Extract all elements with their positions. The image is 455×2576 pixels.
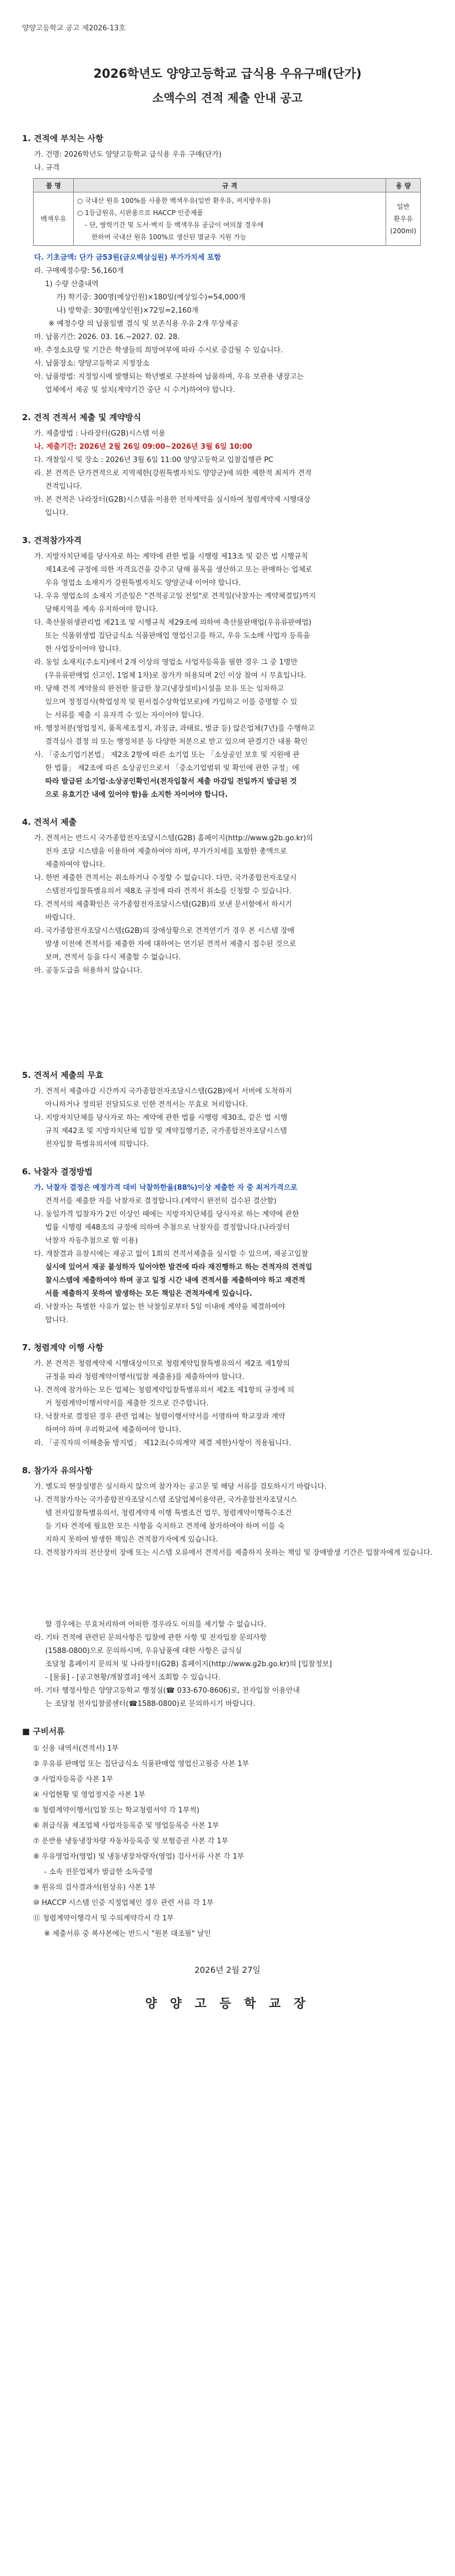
s8c-line: 할 경우에는 무효처리하여 어떠한 경우라도 이의를 제기할 수 없습니다. xyxy=(45,1620,267,1629)
s7-line: 하여야 하며 우리학교에 제출하여야 합니다. xyxy=(45,1426,181,1434)
s1-quantity-breakdown: 1) 수량 산출내역 xyxy=(45,280,99,288)
s3-line: 결격심사 결정 의 또는 행정처분 등 다양한 처분으로 받고 있으며 판결기간 내용 확인 xyxy=(45,738,308,746)
s4-line: 마. 공동도급을 허용하지 않습니다. xyxy=(34,967,143,975)
s7-line: 거 청렴계약이행서약서를 제출한 것으로 간주합니다. xyxy=(45,1399,209,1408)
page-2 xyxy=(22,1053,433,1560)
s2-period: 나. 제출기간: 2026년 2월 26일 09:00~2026년 3월 6일 10:00 xyxy=(34,443,252,451)
s8c-line: 는 조달청 전자입찰콜센터(☎1588-0800)로 문의하시기 바랍니다. xyxy=(45,1700,256,1708)
section-8-title: 8. 참가자 유의사항 xyxy=(22,1466,93,1475)
s8-line: 지하지 못하여 발생한 책임은 견적참가자에게 있습니다. xyxy=(45,1536,218,1544)
page-subtitle: 소액수의 견적 제출 안내 공고 xyxy=(152,92,303,105)
s6-line: 낙찰자 자동추첨으로 함 이용) xyxy=(45,1237,138,1245)
s4-line: 다. 견적서의 제출확인은 국가종합전자조달시스템(G2B)의 보낸 문서함에서 하시기 xyxy=(34,900,292,909)
s3-line: 마. 당해 견적 계약물의 완전한 물급한 창고(냉장설비)시설을 보유 또는 임차하고 xyxy=(34,685,284,693)
s8c-line: 마. 기타 행정사항은 양양고등학교 행정실(☎ 033-670-8606)로, 전자입찰 이용안내 xyxy=(34,1687,300,1695)
s4-line: 나. 한번 제출한 견적서는 취소하거나 수정할 수 없습니다. 다만, 국가종합전자조달시 xyxy=(34,874,297,882)
s4-line: 전자 조달 시스템을 이용하여 제출하여야 하며, 부가가치세를 포함한 총액으로 xyxy=(45,847,288,856)
s3-line: (우유류판매업 신고인, 1업체 1차)로 참가가 허용되며 2인 이상 참여 시 무효입니다. xyxy=(45,672,306,680)
spec-line: 한하여 국내산 원유 100%로 생산된 멸균우 지원 가능 xyxy=(91,233,247,241)
s1-note: ※ 예정수량 의 납품일별 결식 및 보존식용 우유 2개 무상제공 xyxy=(48,320,239,328)
s5-line: 규칙 제42조 및 지방자치단체 입찰 및 계약집행기준, 국가종합전자조달시스템 xyxy=(45,1127,287,1135)
s4-line: 가. 견적서는 반드시 국가종합전자조달시스템(G2B) 홈페이지(http://www.g2b.go.kr)의 xyxy=(34,834,313,842)
s3-line: 나. 우유 영업소의 소재지 기준일은 "견적공고일 전일"로 견적일(낙찰자는 계약체결일)까지 xyxy=(34,592,316,600)
volume-line: 일반 xyxy=(397,203,410,211)
s2-type: 라. 본 견적은 단가견적으로 지역제한(강원특별자치도 양양군)에 의한 제한적 최저가 견적 xyxy=(34,469,312,477)
s6-line: 찰시스템에 제출하여야 하며 공고 일정 시간 내에 견적서를 제출하여야 하고 재견적 xyxy=(45,1276,306,1285)
s1-estimate-note: 바. 추정소요량 및 기간은 학생들의 희망여부에 따라 수시로 증감될 수 있습니다. xyxy=(34,346,283,355)
cell-volume xyxy=(386,192,421,246)
s1-delivery-method-cont: 업체에서 제공 및 설치(계약기간 중단 시 수거)하여야 합니다. xyxy=(45,386,235,394)
s7-line: 가. 본 견적은 청렴계약제 시행대상이므로 청렴계약입찰특별유의서 제2조 제1항의 xyxy=(34,1360,290,1368)
s3-line: 우유 영업소 소재지가 강원특별자치도 양양군내 이어야 합니다. xyxy=(45,579,241,587)
s5-line: 전자입찰 특별유의서에 의합니다. xyxy=(45,1140,149,1149)
s3-line: 있으며 정정검사(학업성적 및 원서접수상학업보로)에 가입하고 이를 증명할 수 있 xyxy=(45,698,297,706)
s4-line: 스템전자입찰특별유의서 제8조 규정에 따라 견적서 취소를 신청할 수 있습니다. xyxy=(45,887,292,895)
section-7 xyxy=(22,1341,433,1450)
list-item: ⑦ 운반용 냉동냉장차량 자동차등록증 및 보험증권 사본 각 1부 xyxy=(33,1837,229,1845)
s7-line: 나. 견적에 참가하는 모든 업체는 청렴계약입찰특별유의서 제2조 제1항의 규정에 의 xyxy=(34,1386,295,1394)
announcement-date: 2026년 2월 27일 xyxy=(194,1965,261,1975)
spec-line: ○ 1등급원유, 시판용으로 HACCP 인증제품 xyxy=(77,209,203,217)
s6-line: 실시에 있어서 재공 불성하자 일어야한 발견에 따라 재진행하고 하는 견적자의 견적입 xyxy=(45,1263,312,1271)
section-6 xyxy=(22,1166,433,1327)
list-item: ② 우유류 판매업 또는 집단급식소 식품판매업 영업신고필증 사본 1부 xyxy=(33,1760,250,1768)
list-item: ⑪ 청렴계약이행각서 및 수의계약각서 각 1부 xyxy=(33,1914,174,1923)
page-3 xyxy=(22,1607,433,2011)
document-number: 양양고등학교 공고 제2026-13호 xyxy=(22,24,126,33)
s8c-line: (1588-0800)으로 문의하시며, 우유납품에 대한 사항은 급식실 xyxy=(45,1647,242,1655)
s8-line: 등 기타 견적에 필요한 모든 사항을 숙지하고 견적에 참가하여야 하며 이를 숙 xyxy=(45,1522,285,1531)
s6-line: 다. 개찰결과 유찰시에는 재공고 없이 1회의 견적서제출을 실시할 수 있으며, 재공고입찰 xyxy=(34,1250,308,1258)
spec-table xyxy=(33,178,421,246)
s7-line: 라. 「공직자의 이해충돌 방지법」 제12조(수의계약 체결 제한)사항이 적용됩니다. xyxy=(34,1439,291,1447)
s4-line: 보며, 견적서 등을 다시 제출할 수 없습니다. xyxy=(45,953,181,962)
s6-line: 나. 동일가격 입찰자가 2인 이상인 때에는 지방자치단체를 당사자로 하는 계약에 관한 xyxy=(34,1210,299,1219)
list-item: ① 신용 내역서(견적서) 1부 xyxy=(33,1745,119,1753)
table-row xyxy=(34,192,421,246)
s3-line: 으로 유효기간 내에 있어야 함)을 소지한 자이어야 합니다. xyxy=(45,791,228,799)
s4-line: 라. 국가종합전자조달시스템(G2B)의 장애상황으로 견적연기가 경우 본 시스템 장애 xyxy=(34,927,295,935)
s5-line: 가. 견적서 제출마감 시간까지 국가종합전자조달시스템(G2B)에서 서버에 도착하지 xyxy=(34,1087,292,1096)
s6-line: 법률 시행령 제48조의 규정에 의하여 추첨으로 낙찰자를 결정합니다.(나라장터 xyxy=(45,1223,290,1232)
required-documents-title: ■ 구비서류 xyxy=(22,1726,65,1736)
s8-line: 가. 별도의 현장설명은 실시하지 않으며 참가자는 공고문 및 해당 서류를 검토하시기 바랍니다. xyxy=(34,1483,327,1491)
s6-line: 라. 낙찰자는 특별한 사유가 없는 한 낙찰일로부터 5일 이내에 계약을 체결하여야 xyxy=(34,1303,285,1311)
section-3-title: 3. 견적참가자격 xyxy=(22,535,82,545)
section-2 xyxy=(22,411,433,520)
required-documents xyxy=(22,1725,433,1942)
s5-line: 아니하거나 정의된 전달되도로 인한 견적서는 무효로 처리합니다. xyxy=(45,1101,248,1109)
s8-line: 나. 견적참가자는 국가종합전자조달시스템 조달업체이용약관, 국가종합전자조달시스 xyxy=(34,1496,297,1504)
s6-line: 서를 제출하지 못하여 발생하는 모든 책임은 견적자에게 있습니다. xyxy=(45,1290,252,1298)
list-item: ⑩ HACCP 시스템 인증 지정업체인 경우 관련 서류 각 1부 xyxy=(33,1899,214,1907)
section-3 xyxy=(22,534,433,802)
header-volume: 용 량 xyxy=(386,179,421,192)
s3-line: 바. 행정처분(영업정지, 품목제조정지, 과징금, 과태료, 벌금 등) 않은업체(7년)를 수행하고 xyxy=(34,724,315,733)
s3-line: 사. 「중소기업기본법」 제2조 2항에 따른 소기업 또는 「소상공인 보호 및 지원에 관 xyxy=(34,751,300,759)
header-spec: 규 격 xyxy=(74,179,386,192)
s2-contract-cont: 입니다. xyxy=(45,509,68,517)
s1-item-ga: 가. 건명: 2026학년도 양양고등학교 급식용 우유 구매(단가) xyxy=(34,151,222,159)
issuer-signature: 양 양 고 등 학 교 장 xyxy=(145,1997,310,2011)
s1-quantity: 라. 구매예정수량: 56,160개 xyxy=(34,267,124,275)
s2-opening: 다. 개찰일시 및 장소 : 2026년 3월 6일 11:00 양양고등학교 입찰집행관 PC xyxy=(34,456,274,464)
section-8 xyxy=(22,1464,433,1560)
s6-line: 견적서를 제출한 자를 낙찰자로 결정합니다.(계약시 완전히 검수된 결산함) xyxy=(45,1197,277,1205)
s3-line: 다. 축산물위생관리법 제21조 및 시행규칙 제29조에 의하여 축산물판매업(우유류판매업) xyxy=(34,619,312,627)
s8c-line: 조달청 홈페이지 문의처 및 나라장터(G2B) 홈페이지(http://www.g2b.go.kr)의 [입찰정보] xyxy=(45,1660,332,1668)
section-7-title: 7. 청렴계약 이행 사항 xyxy=(22,1343,104,1353)
volume-line: 환우유 xyxy=(393,215,413,223)
s2-type-cont: 견적입니다. xyxy=(45,482,82,491)
s7-line: 다. 낙찰자로 결정된 경우 관련 업체는 청렴이행서약서를 서명하여 학교장과 계약 xyxy=(34,1413,285,1421)
s1-item-na: 나. 규격 xyxy=(34,164,59,172)
s1-vacation-qty: 나) 방학중: 30명(예상인원)×72일=2,160개 xyxy=(56,307,199,315)
s2-method: 가. 제출방법 : 나라장터(G2B)시스템 이용 xyxy=(34,430,166,438)
section-5 xyxy=(22,1069,433,1151)
list-item: ⑨ 원유의 검사결과서(원상유) 사본 1부 xyxy=(33,1883,156,1892)
list-item: ⑧ 우유영업자(영업) 및 냉동냉장차량자(영업) 검사서류 사본 각 1부 xyxy=(33,1853,245,1861)
section-5-title: 5. 견적서 제출의 무효 xyxy=(22,1070,104,1080)
volume-line: (200ml) xyxy=(390,227,416,235)
page-break xyxy=(0,992,455,1053)
s3-line: 가. 지방자치단체를 당사자로 하는 계약에 관한 법률 시행령 제13조 및 같은 법 시행규칙 xyxy=(34,552,308,561)
list-item: ⑤ 청렴계약이행서(입찰 또는 학교청렴서약 각 1부씩) xyxy=(33,1806,199,1815)
s3-line: 따라 발급된 소기업·소상공인확인서(전자입찰서 제출 마감일 전일까지 발급된 것 xyxy=(45,777,297,786)
s1-base-price: 다. 기초금액: 단가 금53원(금오백삼십원) 부가가치세 포함 xyxy=(34,254,221,262)
s7-line: 규정을 따라 청렴계약이행서(입찰 제출용)를 제출하여야 합니다. xyxy=(45,1373,245,1381)
section-4 xyxy=(22,816,433,978)
s1-delivery-method: 아. 납품방법: 지정일시에 발행되는 학년별로 구분하여 납품하며, 우유 보관용 냉장고는 xyxy=(34,373,304,381)
spec-line: ○ 국내산 원유 100%를 사용한 백색우유(일반 환우유, 저지방우유) xyxy=(77,197,271,205)
s3-line: 한 사업장이어야 합니다. xyxy=(45,645,121,653)
s3-line: 라. 동일 소재지(주소지)에서 2개 이상의 영업소 사업자등록을 필한 경우 그 중 1명만 xyxy=(34,658,298,667)
s3-line: 는 서류를 제출 시 유자격 수 있는 자이어야 합니다. xyxy=(45,711,204,720)
section-6-title: 6. 낙찰자 결정방법 xyxy=(22,1167,93,1177)
section-1-title: 1. 견적에 부치는 사항 xyxy=(22,133,104,143)
s2-contract: 마. 본 견적은 나라장터(G2B)시스템을 이용한 전자계약을 실시하여 청렴계약제 시행대상 xyxy=(34,496,311,504)
s8-line: 템 전자입찰특별유의서, 청렴계약제 이행 특별조건 업무, 청렴계약이행특수조건 xyxy=(45,1509,292,1517)
list-item: ③ 사업자등록증 사본 1부 xyxy=(33,1775,113,1784)
s4-line: 바랍니다. xyxy=(45,914,75,922)
spec-line: - 단, 방학기간 및 도서·벽지 등 백색우유 공급이 여의찮 경우에 xyxy=(85,221,264,229)
s3-line: 제14조에 규정에 의한 자격요건을 갖추고 당해 품목을 생산하고 또는 판매하는 업체로 xyxy=(45,566,312,574)
list-item: - 소속 전문업체가 발급한 소독증명 xyxy=(44,1868,153,1876)
s8c-line: 라. 기타 견적에 관련된 문의사항은 입찰에 관한 사항 및 전자입찰 문의사항 xyxy=(34,1634,267,1642)
s5-line: 나. 지방자치단체를 당사자로 하는 계약에 관한 법률 시행령 제30조, 같은 법 시행 xyxy=(34,1114,288,1122)
cell-spec xyxy=(74,192,386,246)
list-item: ④ 사업현황 및 영업정지증 사본 1부 xyxy=(33,1791,145,1799)
section-1 xyxy=(22,132,433,397)
s3-line: 한 법률」 제2조에 따른 소상공인으로서 「중소기업범위 및 확인에 관한 규정」에 xyxy=(45,764,300,772)
s6-line: 가. 낙찰자 결정은 예정가격 대비 낙찰하한율(88%)이상 제출한 자 중 최저가격으로 xyxy=(34,1184,297,1192)
section-4-title: 4. 견적서 제출 xyxy=(22,817,77,827)
section-2-title: 2. 견적 견적서 제출 및 계약방식 xyxy=(22,412,142,422)
section-8-cont xyxy=(22,1618,433,1711)
list-item: ※ 제출서류 중 복사본에는 반드시 "원본 대조필" 날인 xyxy=(44,1930,211,1938)
page-1 xyxy=(22,0,433,978)
page-break xyxy=(0,1574,455,1607)
spec-table-header xyxy=(34,179,421,192)
page-title: 2026학년도 양양고등학교 급식용 우유구매(단가) xyxy=(93,67,362,81)
s8c-line: - [물품] - [공고현황/개찰결과] 에서 조회할 수 있습니다. xyxy=(45,1673,221,1682)
s8-line: 다. 견적참가자의 전산장비 장애 또는 시스템 오류에서 견적서를 제출하지 못하는 책임 및 장애발생 기간은 입찰자에게 있습니다. xyxy=(34,1549,433,1557)
cell-item: 백색우유 xyxy=(34,192,74,246)
list-item: ⑥ 취급식품 제조업체 사업자등록증 및 영업등록증 사본 1부 xyxy=(33,1822,219,1830)
s4-line: 발생 이전에 견적서를 제출한 자에 대하여는 연기된 견적서 제출시 접수된 것으로 xyxy=(45,940,296,948)
s3-line: 당해지역을 계속 유지하여야 합니다. xyxy=(45,605,158,614)
header-item: 품 명 xyxy=(34,179,74,192)
s6-line: 합니다. xyxy=(45,1316,68,1324)
s1-delivery-place: 사. 납품장소: 양양고등학교 지정장소 xyxy=(34,359,150,368)
s1-delivery-period: 마. 납품기간: 2026. 03. 16.~2027. 02. 28. xyxy=(34,333,180,341)
s4-line: 제출하여야 합니다. xyxy=(45,861,105,869)
s1-semester-qty: 가) 학기중: 300명(예상인원)×180일(예상일수)=54,000개 xyxy=(56,293,246,302)
s3-line: 또는 식품위생법 집단급식소 식품판매업 영업신고를 하고, 우유 도소매 사업자 등록을 xyxy=(45,632,310,640)
